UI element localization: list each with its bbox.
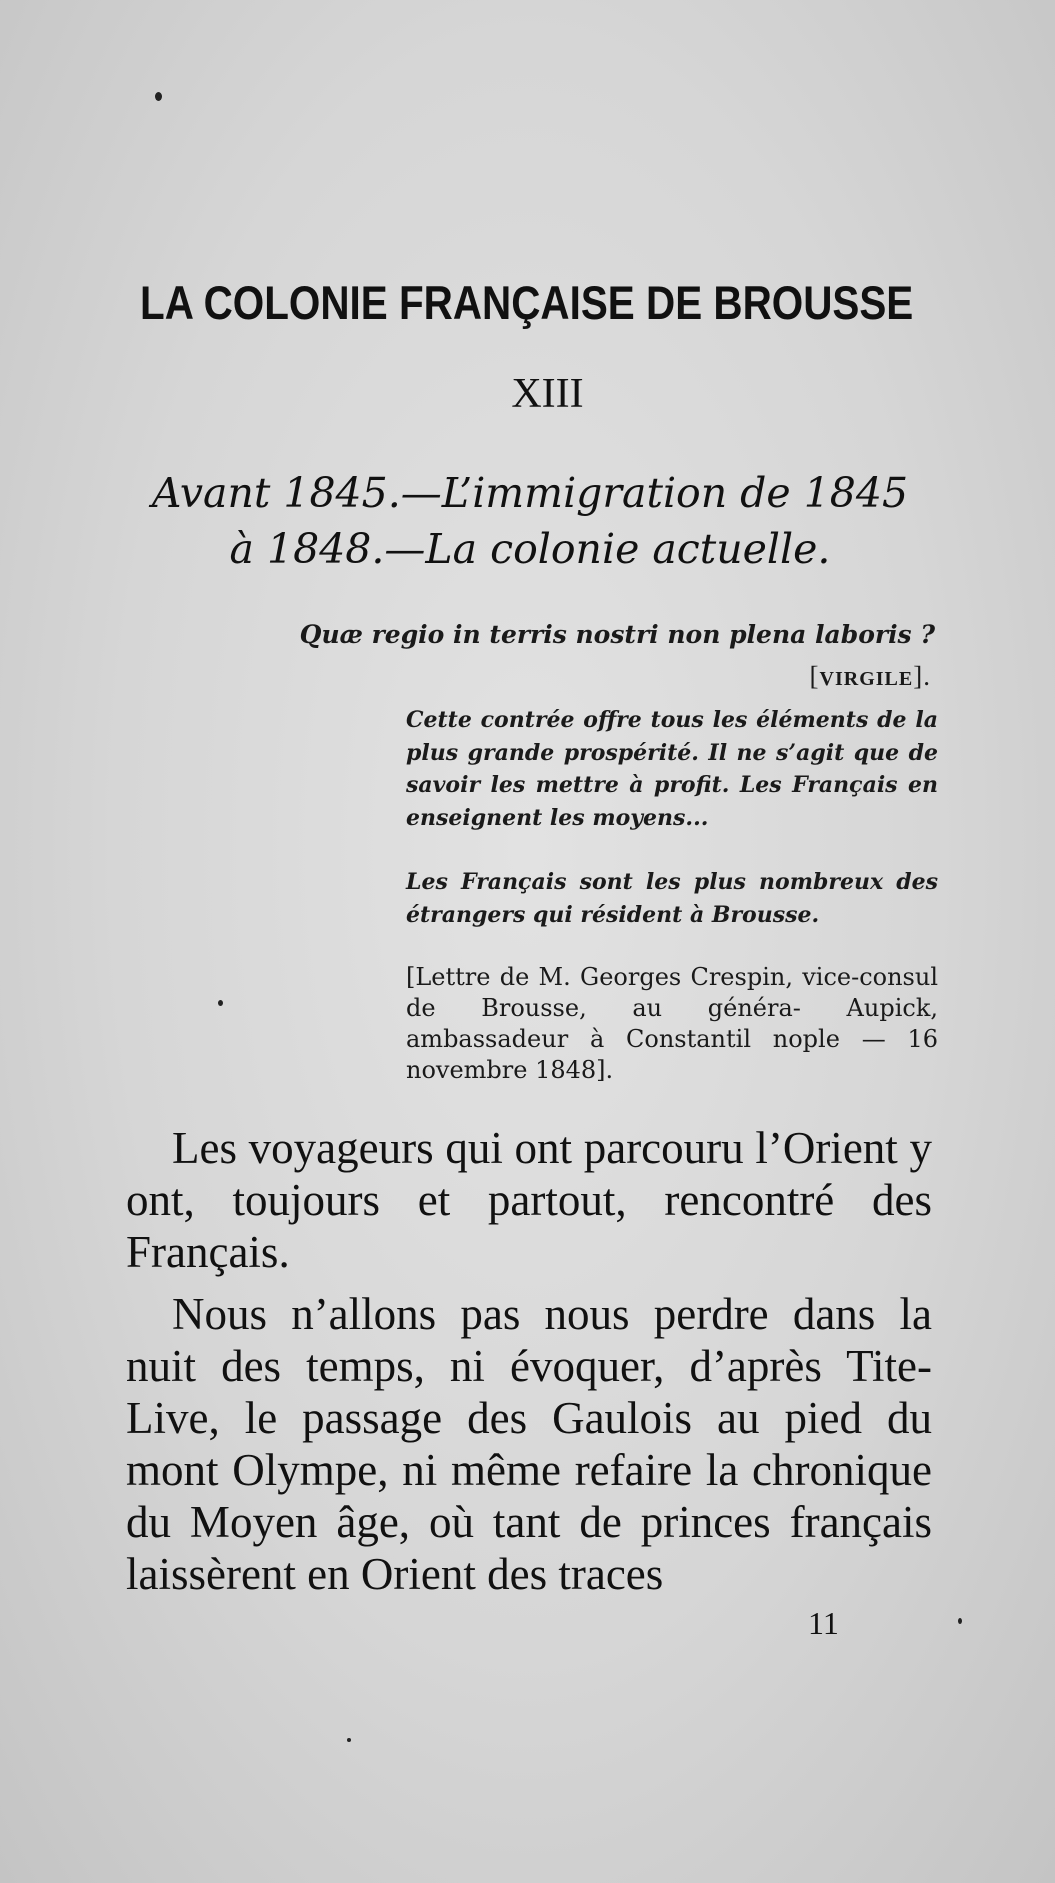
quote-source: [Lettre de M. Georges Crespin, vice-consul de Brousse, au généra- Aupick, ambassadeur à Constantil nople — 16 novembre 1848]. bbox=[406, 963, 938, 1084]
paragraph: Nous n’allons pas nous perdre dans la nuit des temps, ni évoquer, d’après Tite-Live, le passage des Gaulois au pied du mont Olympe, ni même refaire la chronique du Moyen âge, où tant de princes français laissèrent en Orient des traces bbox=[126, 1289, 932, 1599]
subtitle-line: Avant 1845.—L’immigration de 1845 bbox=[151, 469, 909, 517]
chapter-subtitle bbox=[100, 465, 960, 577]
epigraph-quote: Cette contrée offre tous les éléments de la plus grande prospérité. Il ne s’agit que de savoir les mettre à profit. Les Français en enseignent les moyens... bbox=[406, 707, 938, 831]
epigraph-quote: Les Français sont les plus nombreux des étrangers qui résident à Brousse. bbox=[406, 869, 938, 928]
epigraph-attribution bbox=[810, 661, 931, 692]
author-name: VIRGILE bbox=[819, 668, 914, 690]
ink-speck bbox=[347, 1738, 351, 1742]
latin-epigraph: Quæ regio in terris nostri non plena laboris ? bbox=[299, 620, 935, 649]
body-text bbox=[126, 1122, 932, 1610]
ink-speck bbox=[958, 1618, 962, 1624]
bracket-open: [ bbox=[809, 661, 820, 691]
subtitle-line: à 1848.—La colonie actuelle. bbox=[229, 525, 831, 573]
ink-speck bbox=[155, 92, 162, 101]
chapter-number: XIII bbox=[511, 371, 584, 417]
paragraph: Les voyageurs qui ont parcouru l’Orient y ont, toujours et partout, rencontré des Français. bbox=[126, 1123, 932, 1277]
ink-speck bbox=[218, 1000, 223, 1006]
bracket-close: ]. bbox=[913, 661, 931, 691]
signature-mark: 11 bbox=[808, 1605, 839, 1641]
chapter-heading: LA COLONIE FRANÇAISE DE BROUSSE bbox=[140, 276, 914, 329]
